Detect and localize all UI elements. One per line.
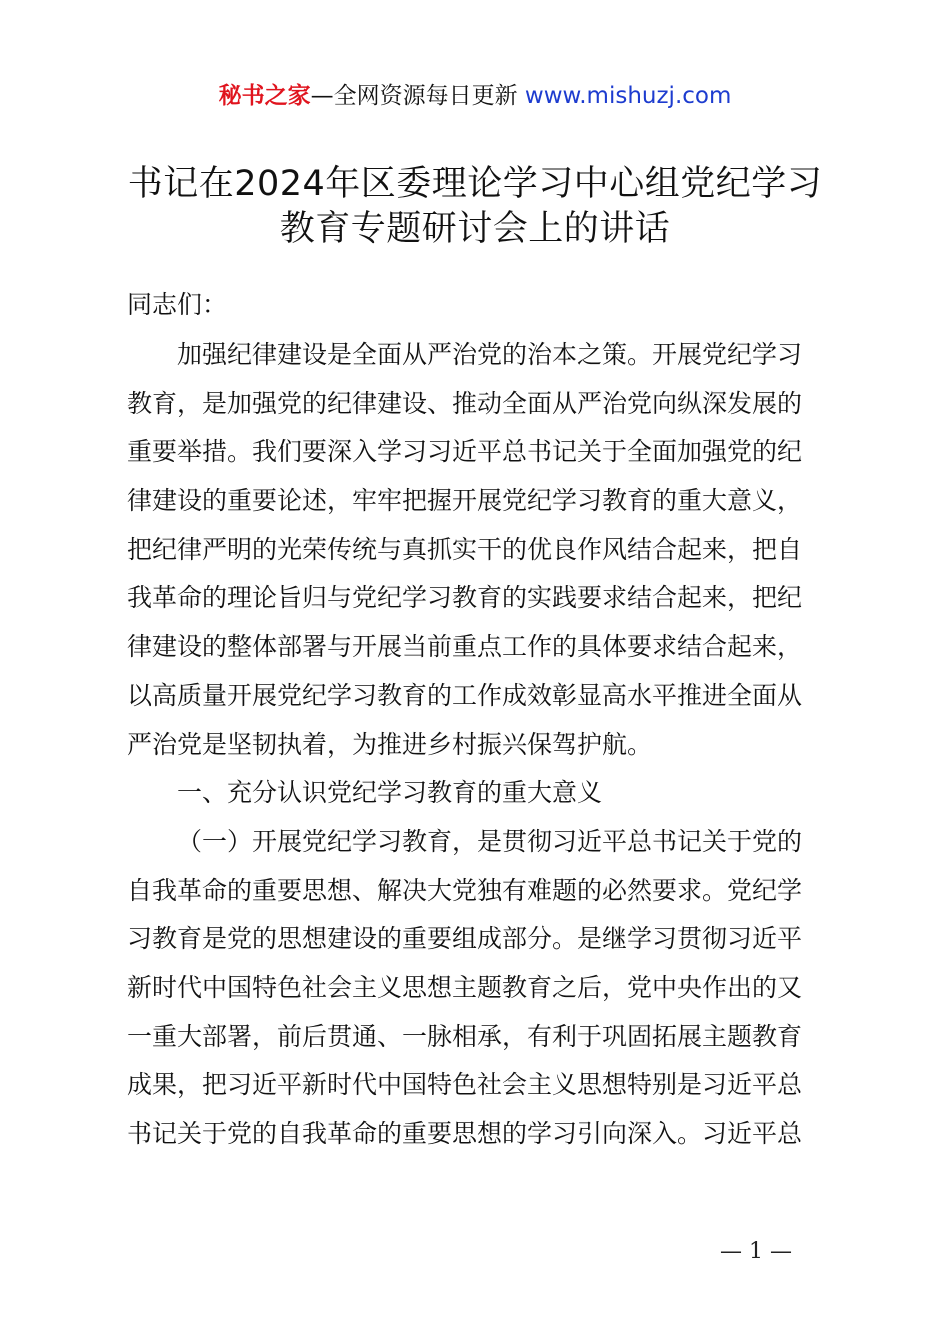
paragraph-line: 新时代中国特色社会主义思想主题教育之后，党中央作出的又 xyxy=(127,972,803,1002)
title-line-2: 教育专题研讨会上的讲话 xyxy=(279,209,671,249)
paragraph-line: 一重大部署，前后贯通、一脉相承，有利于巩固拓展主题教育 xyxy=(127,1021,803,1051)
paragraph-line: 以高质量开展党纪学习教育的工作成效彰显高水平推进全面从 xyxy=(127,680,803,710)
paragraph-line: 成果，把习近平新时代中国特色社会主义思想特别是习近平总 xyxy=(127,1070,803,1100)
paragraph-line: 把纪律严明的光荣传统与真抓实干的优良作风结合起来，把自 xyxy=(127,534,803,564)
site-header xyxy=(0,80,950,112)
paragraph-line: 书记关于党的自我革命的重要思想的学习引向深入。习近平总 xyxy=(127,1119,803,1148)
page-number: — 1 — xyxy=(720,1239,792,1264)
paragraph-line: （一）开展党纪学习教育，是贯彻习近平总书记关于党的 xyxy=(177,826,803,856)
title-line-1: 书记在2024年区委理论学习中心组党纪学习 xyxy=(127,164,823,204)
paragraph-line: 严治党是坚韧执着，为推进乡村振兴保驾护航。 xyxy=(127,729,653,759)
section-heading: 一、充分认识党纪学习教育的重大意义 xyxy=(177,778,603,808)
paragraph-line: 习教育是党的思想建设的重要组成部分。是继学习贯彻习近平 xyxy=(127,924,803,954)
salutation: 同志们： xyxy=(127,290,228,319)
header-slogan: —全网资源每日更新 xyxy=(310,83,518,109)
brand-name: 秘书之家 xyxy=(218,83,311,109)
paragraph-line: 教育，是加强党的纪律建设、推动全面从严治党向纵深发展的 xyxy=(127,388,803,418)
paragraph-line: 我革命的理论旨归与党纪学习教育的实践要求结合起来，把纪 xyxy=(127,583,803,613)
document-body xyxy=(127,336,833,1164)
document-title xyxy=(100,162,850,252)
paragraph-line: 自我革命的重要思想、解决大党独有难题的必然要求。党纪学 xyxy=(127,875,803,905)
site-url-link[interactable]: www.mishuzj.com xyxy=(524,83,732,109)
paragraph-line: 律建设的重要论述，牢牢把握开展党纪学习教育的重大意义， xyxy=(127,486,803,516)
paragraph-line: 律建设的整体部署与开展当前重点工作的具体要求结合起来， xyxy=(127,632,803,662)
paragraph-line: 重要举措。我们要深入学习习近平总书记关于全面加强党的纪 xyxy=(127,437,803,467)
paragraph-line: 加强纪律建设是全面从严治党的治本之策。开展党纪学习 xyxy=(177,340,803,369)
